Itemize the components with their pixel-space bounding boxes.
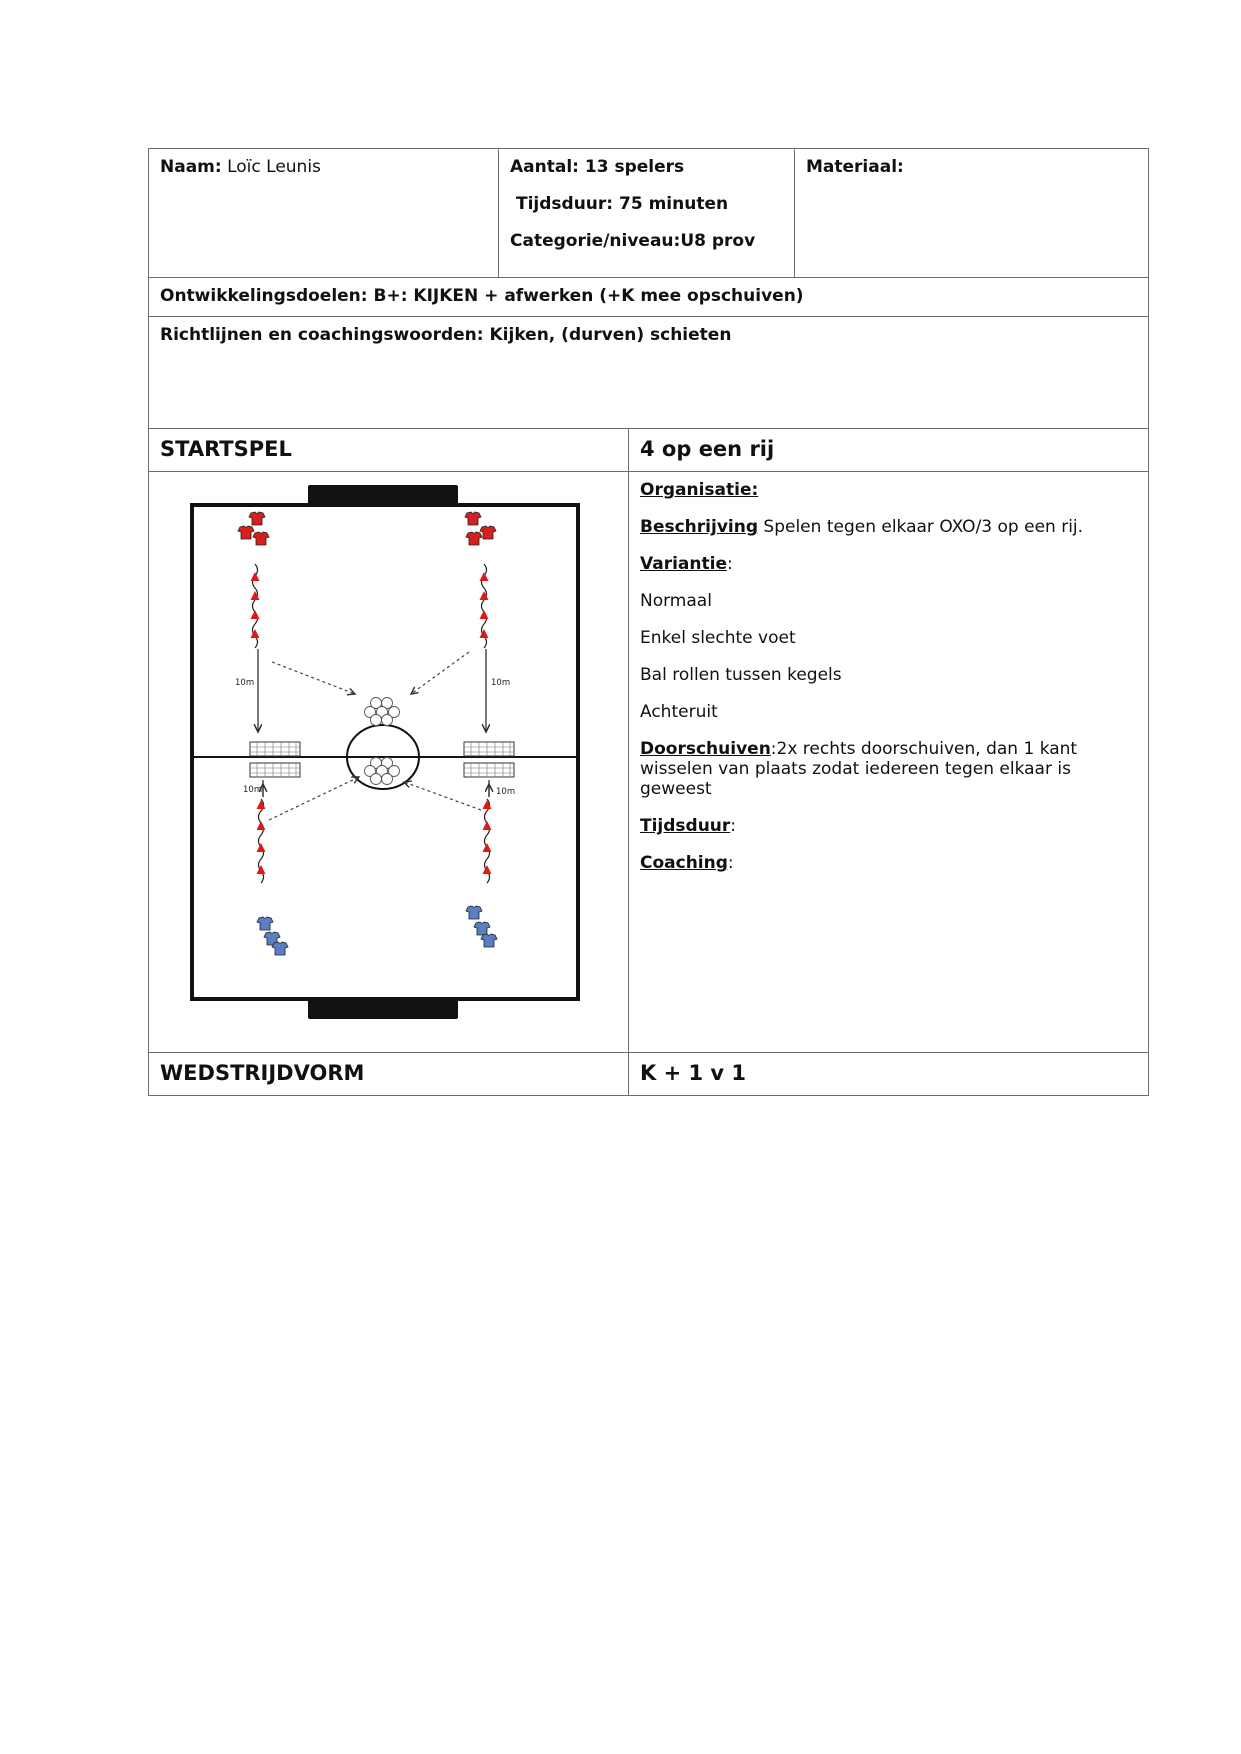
- blue-player: [474, 922, 490, 935]
- blue-player: [272, 942, 288, 955]
- startspel-name: 4 op een rij: [640, 437, 775, 461]
- cone-marker: [251, 572, 260, 581]
- ball-cluster-bottom: [365, 758, 400, 785]
- distance-label-bottom-left: 10m: [243, 785, 263, 795]
- training-table: [148, 148, 1149, 1096]
- cone-marker: [257, 800, 266, 809]
- naam-cell: [149, 149, 499, 278]
- ball-cluster-top: [365, 698, 400, 726]
- cone-marker: [480, 629, 489, 638]
- dashed-arrow-top-left: [272, 662, 355, 694]
- red-player: [466, 532, 482, 545]
- naam-label: Naam:: [160, 157, 222, 177]
- blue-player: [257, 917, 273, 930]
- cone-marker: [251, 629, 260, 638]
- dashed-arrow-bottom-right: [404, 782, 481, 810]
- distance-label-top-right: 10m: [491, 678, 511, 688]
- materiaal-cell: [795, 149, 1149, 278]
- coaching-label: Coaching: [640, 853, 728, 873]
- wedstrijdvorm-label-cell: [149, 1053, 629, 1096]
- ontwikkelingsdoelen-text: Ontwikkelingsdoelen: B+: KIJKEN + afwerken (+K mee opschuiven): [160, 286, 804, 306]
- red-player: [249, 512, 265, 525]
- cone-marker: [251, 610, 260, 619]
- wedstrijdvorm-label: WEDSTRIJDVORM: [160, 1061, 365, 1085]
- beschrijving-text: Spelen tegen elkaar OXO/3 op een rij.: [758, 517, 1084, 537]
- variant-item: Achteruit: [640, 702, 718, 722]
- goal-right-lower: [464, 763, 514, 777]
- beschrijving-label: Beschrijving: [640, 517, 759, 537]
- tijdsduur-text: Tijdsduur: 75 minuten: [516, 194, 729, 214]
- cone-marker: [251, 591, 260, 600]
- blue-player: [481, 934, 497, 947]
- startspel-name-cell: [629, 429, 1149, 472]
- variantie-label: Variantie: [640, 554, 727, 574]
- variantie-suffix: :: [726, 554, 733, 574]
- variant-item: Bal rollen tussen kegels: [640, 665, 842, 685]
- goal-left-lower: [250, 763, 300, 777]
- players: [238, 512, 497, 955]
- cone-marker: [257, 843, 266, 852]
- cone-marker: [480, 572, 489, 581]
- tijdsduur-label: Tijdsduur: [640, 816, 731, 836]
- red-player: [253, 532, 269, 545]
- richtlijnen-text: Richtlijnen en coachingswoorden: Kijken, (durven) schieten: [160, 325, 732, 345]
- organisatie-label: Organisatie:: [640, 480, 759, 500]
- wedstrijdvorm-name: K + 1 v 1: [640, 1061, 747, 1085]
- richtlijnen-cell: [149, 317, 1149, 429]
- ontwikkelingsdoelen-cell: [149, 278, 1149, 317]
- distance-label-top-left: 10m: [235, 678, 255, 688]
- cone-marker: [480, 610, 489, 619]
- cone-marker: [483, 800, 492, 809]
- cone-marker: [480, 591, 489, 600]
- field-diagram: [149, 472, 629, 1052]
- red-player: [238, 526, 254, 539]
- wedstrijdvorm-name-cell: [629, 1053, 1149, 1096]
- variant-item: Enkel slechte voet: [640, 628, 796, 648]
- goal-bottom-bar: [308, 999, 458, 1019]
- dashed-arrow-bottom-left: [269, 777, 359, 820]
- field-svg: [149, 472, 629, 1052]
- coaching-suffix: :: [727, 853, 734, 873]
- doorschuiven-text: :2x rechts doorschuiven, dan 1 kant wisselen van plaats zodat iedereen tegen elkaar is geweest: [640, 739, 1078, 799]
- startspel-label-cell: [149, 429, 629, 472]
- cone-marker: [483, 821, 492, 830]
- aantal-cell: [499, 149, 795, 278]
- cone-marker: [257, 865, 266, 874]
- cone-marker: [483, 843, 492, 852]
- training-sheet: [148, 148, 1148, 1096]
- materiaal-label: Materiaal:: [806, 157, 904, 177]
- goal-right-upper: [464, 742, 514, 756]
- goal-left-upper: [250, 742, 300, 756]
- goal-top-bar: [308, 485, 458, 505]
- startspel-label: STARTSPEL: [160, 437, 292, 461]
- blue-player: [466, 906, 482, 919]
- dashed-arrow-top-right: [411, 652, 469, 694]
- aantal-text: Aantal: 13 spelers: [510, 157, 685, 177]
- variant-item: Normaal: [640, 591, 712, 611]
- diagram-cell: [149, 472, 629, 1053]
- cone-marker: [483, 865, 492, 874]
- red-player: [465, 512, 481, 525]
- description-cell: [629, 472, 1149, 1053]
- tijdsduur-suffix: :: [730, 816, 737, 836]
- naam-value: Loïc Leunis: [227, 157, 321, 177]
- categorie-text: Categorie/niveau:U8 prov: [510, 231, 756, 251]
- cone-marker: [257, 821, 266, 830]
- distance-label-bottom-right: 10m: [496, 787, 516, 797]
- doorschuiven-label: Doorschuiven: [640, 739, 771, 759]
